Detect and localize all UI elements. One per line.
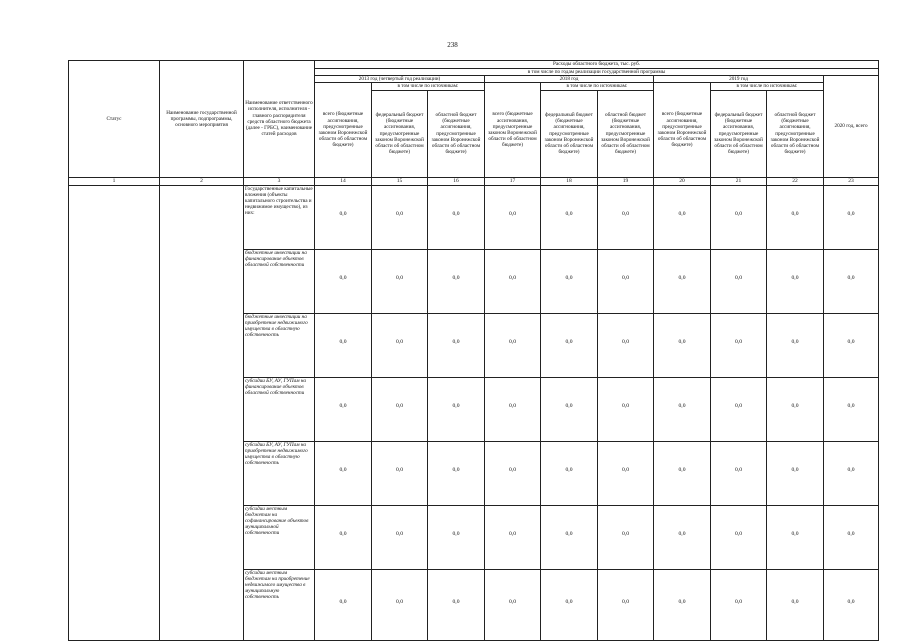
value-cell: 0,0	[485, 313, 541, 377]
column-number: 17	[485, 177, 541, 185]
value-cell: 0,0	[541, 185, 598, 249]
value-cell: 0,0	[541, 441, 598, 505]
header-total-2018: всего (бюджетные ассигнования, предусмотренные законом Воронежской области об областном бюджете)	[485, 83, 541, 177]
value-cell: 0,0	[824, 313, 879, 377]
value-cell: 0,0	[315, 505, 372, 569]
value-cell: 0,0	[824, 569, 879, 640]
header-by-years: в том числе по годам реализации государственной программы	[315, 69, 879, 76]
value-cell: 0,0	[654, 505, 711, 569]
value-cell: 0,0	[372, 505, 428, 569]
value-cell: 0,0	[598, 249, 654, 313]
value-cell: 0,0	[767, 569, 824, 640]
row-label: субсидии местным бюджетам на софинансирование объектов муниципальной собственности	[244, 505, 315, 569]
value-cell: 0,0	[654, 377, 711, 441]
value-cell: 0,0	[541, 313, 598, 377]
column-number: 2	[160, 177, 244, 185]
value-cell: 0,0	[824, 185, 879, 249]
value-cell: 0,0	[485, 185, 541, 249]
value-cell: 0,0	[372, 377, 428, 441]
value-cell: 0,0	[541, 505, 598, 569]
value-cell: 0,0	[372, 569, 428, 640]
budget-table	[68, 60, 879, 641]
header-incl-sources-2019: в том числе по источникам:	[711, 83, 824, 90]
value-cell: 0,0	[711, 313, 767, 377]
value-cell: 0,0	[428, 185, 485, 249]
value-cell: 0,0	[372, 313, 428, 377]
value-cell: 0,0	[315, 441, 372, 505]
header-2020-total: 2020 год, всего	[824, 76, 879, 177]
header-federal-2019: федеральный бюджет (бюджетные ассигнования, предусмотренные законом Воронежской области об областном бюджете)	[711, 90, 767, 177]
value-cell: 0,0	[711, 249, 767, 313]
value-cell: 0,0	[711, 377, 767, 441]
value-cell: 0,0	[315, 185, 372, 249]
value-cell: 0,0	[711, 185, 767, 249]
value-cell: 0,0	[598, 505, 654, 569]
value-cell: 0,0	[428, 505, 485, 569]
row-label: субсидии местным бюджетам на приобретение недвижимого имущества в муниципальную собственность	[244, 569, 315, 640]
column-number: 21	[711, 177, 767, 185]
value-cell: 0,0	[315, 313, 372, 377]
value-cell: 0,0	[485, 249, 541, 313]
value-cell: 0,0	[824, 505, 879, 569]
value-cell: 0,0	[654, 569, 711, 640]
value-cell: 0,0	[485, 377, 541, 441]
header-federal-2018: федеральный бюджет (бюджетные ассигнования, предусмотренные законом Воронежской области об областном бюджете)	[541, 90, 598, 177]
header-total-2017: всего (бюджетные ассигнования, предусмотренные законом Воронежской области об областном бюджете)	[315, 83, 372, 177]
value-cell: 0,0	[541, 249, 598, 313]
header-year-2018: 2018 год	[485, 76, 654, 83]
value-cell: 0,0	[372, 441, 428, 505]
value-cell: 0,0	[767, 441, 824, 505]
value-cell: 0,0	[824, 441, 879, 505]
row-label: Государственные капитальные вложения (объекты капитального строительства и недвижимое имущество), из них:	[244, 185, 315, 249]
header-regional-2018: областной бюджет (бюджетные ассигнования, предусмотренные законом Воронежской области об областном бюджете)	[598, 90, 654, 177]
value-cell: 0,0	[767, 313, 824, 377]
value-cell: 0,0	[767, 249, 824, 313]
value-cell: 0,0	[711, 441, 767, 505]
value-cell: 0,0	[654, 185, 711, 249]
value-cell: 0,0	[767, 505, 824, 569]
column-number: 20	[654, 177, 711, 185]
value-cell: 0,0	[315, 249, 372, 313]
value-cell: 0,0	[428, 313, 485, 377]
value-cell: 0,0	[428, 249, 485, 313]
value-cell: 0,0	[711, 505, 767, 569]
value-cell: 0,0	[485, 441, 541, 505]
value-cell: 0,0	[598, 441, 654, 505]
column-number: 18	[541, 177, 598, 185]
value-cell: 0,0	[598, 185, 654, 249]
value-cell: 0,0	[824, 377, 879, 441]
value-cell: 0,0	[654, 441, 711, 505]
value-cell: 0,0	[598, 313, 654, 377]
row-label: субсидии БУ, АУ, ГУПам на приобретение недвижимого имущества в областную собственность	[244, 441, 315, 505]
column-number: 23	[824, 177, 879, 185]
column-number: 15	[372, 177, 428, 185]
column-number: 3	[244, 177, 315, 185]
header-year-2017: 2013 год (четвертый год реализации)	[315, 76, 485, 83]
value-cell: 0,0	[711, 569, 767, 640]
column-number: 1	[69, 177, 160, 185]
column-number-row	[69, 177, 879, 185]
header-incl-sources-2017: в том числе по источникам:	[372, 83, 485, 90]
row-label: бюджетные инвестиции на приобретение недвижимого имущества в областную собственность	[244, 313, 315, 377]
value-cell: 0,0	[598, 377, 654, 441]
header-program-name: Наименование государственной программы, подпрограммы, основного мероприятия	[160, 61, 244, 178]
table-row	[69, 185, 879, 249]
value-cell: 0,0	[315, 377, 372, 441]
column-number: 22	[767, 177, 824, 185]
program-cell	[160, 185, 244, 640]
status-cell	[69, 185, 160, 640]
header-expenses-title: Расходы областного бюджета, тыс. руб.	[315, 61, 879, 69]
value-cell: 0,0	[541, 377, 598, 441]
header-incl-sources-2018: в том числе по источникам:	[541, 83, 654, 90]
page-number: 238	[447, 41, 458, 49]
value-cell: 0,0	[428, 441, 485, 505]
column-number: 16	[428, 177, 485, 185]
value-cell: 0,0	[428, 569, 485, 640]
row-label: бюджетные инвестиции на финансирование объектов областной собственности	[244, 249, 315, 313]
value-cell: 0,0	[485, 505, 541, 569]
column-number: 14	[315, 177, 372, 185]
header-total-2019: всего (бюджетные ассигнования, предусмотренные законом Воронежской области об областном бюджете)	[654, 83, 711, 177]
value-cell: 0,0	[372, 185, 428, 249]
header-year-2019: 2019 год	[654, 76, 824, 83]
value-cell: 0,0	[315, 569, 372, 640]
header-federal-2017: федеральный бюджет (бюджетные ассигнования, предусмотренные законом Воронежской области об областном бюджете)	[372, 90, 428, 177]
value-cell: 0,0	[824, 249, 879, 313]
header-status: Статус	[69, 61, 160, 178]
header-responsible: Наименование ответственного исполнителя, исполнителя - главного распорядителя средств областного бюджета (далее - ГРБС), наименование статей расходов	[244, 61, 315, 178]
value-cell: 0,0	[372, 249, 428, 313]
value-cell: 0,0	[654, 249, 711, 313]
row-label: субсидии БУ, АУ, ГУПам на финансирование объектов областной собственности	[244, 377, 315, 441]
value-cell: 0,0	[428, 377, 485, 441]
value-cell: 0,0	[598, 569, 654, 640]
value-cell: 0,0	[654, 313, 711, 377]
column-number: 19	[598, 177, 654, 185]
value-cell: 0,0	[485, 569, 541, 640]
value-cell: 0,0	[767, 377, 824, 441]
value-cell: 0,0	[767, 185, 824, 249]
value-cell: 0,0	[541, 569, 598, 640]
header-regional-2019: областной бюджет (бюджетные ассигнования, предусмотренные законом Воронежской области об областном бюджете)	[767, 90, 824, 177]
header-regional-2017: областной бюджет (бюджетные ассигнования, предусмотренные законом Воронежской области об областном бюджете)	[428, 90, 485, 177]
